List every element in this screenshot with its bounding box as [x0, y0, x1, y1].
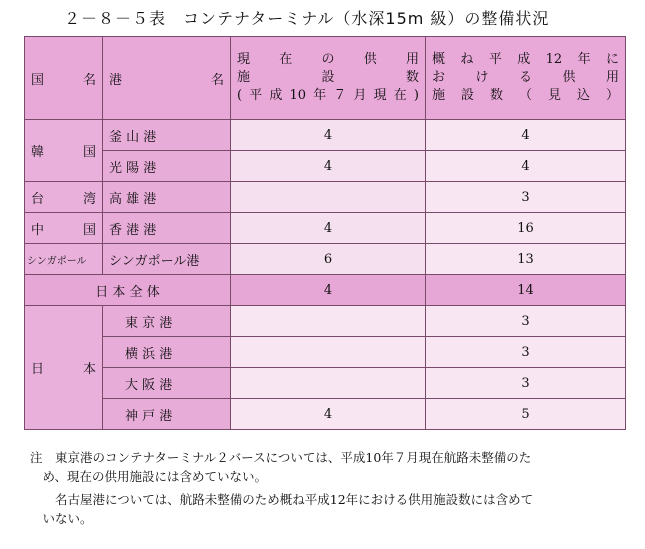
header-current: 現 在 の 供 用 施 設 数 (平成10年７月現在)	[231, 37, 426, 120]
table-title: ２－８－５表 コンテナターミナル（水深15m 級）の整備状況	[64, 9, 550, 28]
note-line-2: め、現在の供用施設には含めていない。	[30, 469, 268, 484]
japan-total-label: 日 本 全 体	[25, 275, 231, 306]
header-port: 港 名	[103, 37, 231, 120]
port-name: 神 戸 港	[103, 399, 231, 430]
country-korea: 韓 国	[25, 120, 103, 182]
note-line-1: 注 東京港のコンテナターミナル２バースについては、平成10年７月現在航路未整備のた	[30, 450, 532, 465]
note-line-4: いない。	[30, 511, 93, 526]
port-name: 光 陽 港	[103, 151, 231, 182]
header-h12: 概ね平成12年に お け る 供 用 施設数（見込）	[426, 37, 626, 120]
port-name: 東 京 港	[103, 306, 231, 337]
h12-count: 16	[426, 213, 626, 244]
current-count: 6	[231, 244, 426, 275]
current-count	[231, 306, 426, 337]
country-taiwan: 台 湾	[25, 182, 103, 213]
port-name: 横 浜 港	[103, 337, 231, 368]
current-count	[231, 368, 426, 399]
current-count: 4	[231, 275, 426, 306]
header-country: 国 名	[25, 37, 103, 120]
table-row	[25, 182, 626, 213]
port-name: 香 港 港	[103, 213, 231, 244]
h12-count: 3	[426, 306, 626, 337]
port-name: 釜 山 港	[103, 120, 231, 151]
current-count: 4	[231, 213, 426, 244]
h12-count: 13	[426, 244, 626, 275]
port-name: 高 雄 港	[103, 182, 231, 213]
h12-count: 14	[426, 275, 626, 306]
current-count: 4	[231, 120, 426, 151]
table-row	[25, 368, 626, 399]
current-count: 4	[231, 399, 426, 430]
country-japan: 日 本	[25, 306, 103, 430]
port-name: シンガポール港	[103, 244, 231, 275]
current-count	[231, 182, 426, 213]
japan-total-row	[25, 275, 626, 306]
country-singapore: シンガポール	[25, 244, 103, 275]
header-row	[25, 37, 626, 120]
table-row	[25, 244, 626, 275]
current-count: 4	[231, 151, 426, 182]
table-row	[25, 399, 626, 430]
table-row	[25, 120, 626, 151]
h12-count: 3	[426, 368, 626, 399]
table-row	[25, 151, 626, 182]
h12-count: 3	[426, 182, 626, 213]
table-row	[25, 337, 626, 368]
container-terminal-table	[24, 36, 626, 430]
current-count	[231, 337, 426, 368]
port-name: 大 阪 港	[103, 368, 231, 399]
h12-count: 4	[426, 120, 626, 151]
table-row	[25, 213, 626, 244]
h12-count: 4	[426, 151, 626, 182]
h12-count: 3	[426, 337, 626, 368]
h12-count: 5	[426, 399, 626, 430]
note-line-3: 名古屋港については、航路未整備のため概ね平成12年における供用施設数には含めて	[30, 492, 534, 507]
table-row	[25, 306, 626, 337]
country-china: 中 国	[25, 213, 103, 244]
